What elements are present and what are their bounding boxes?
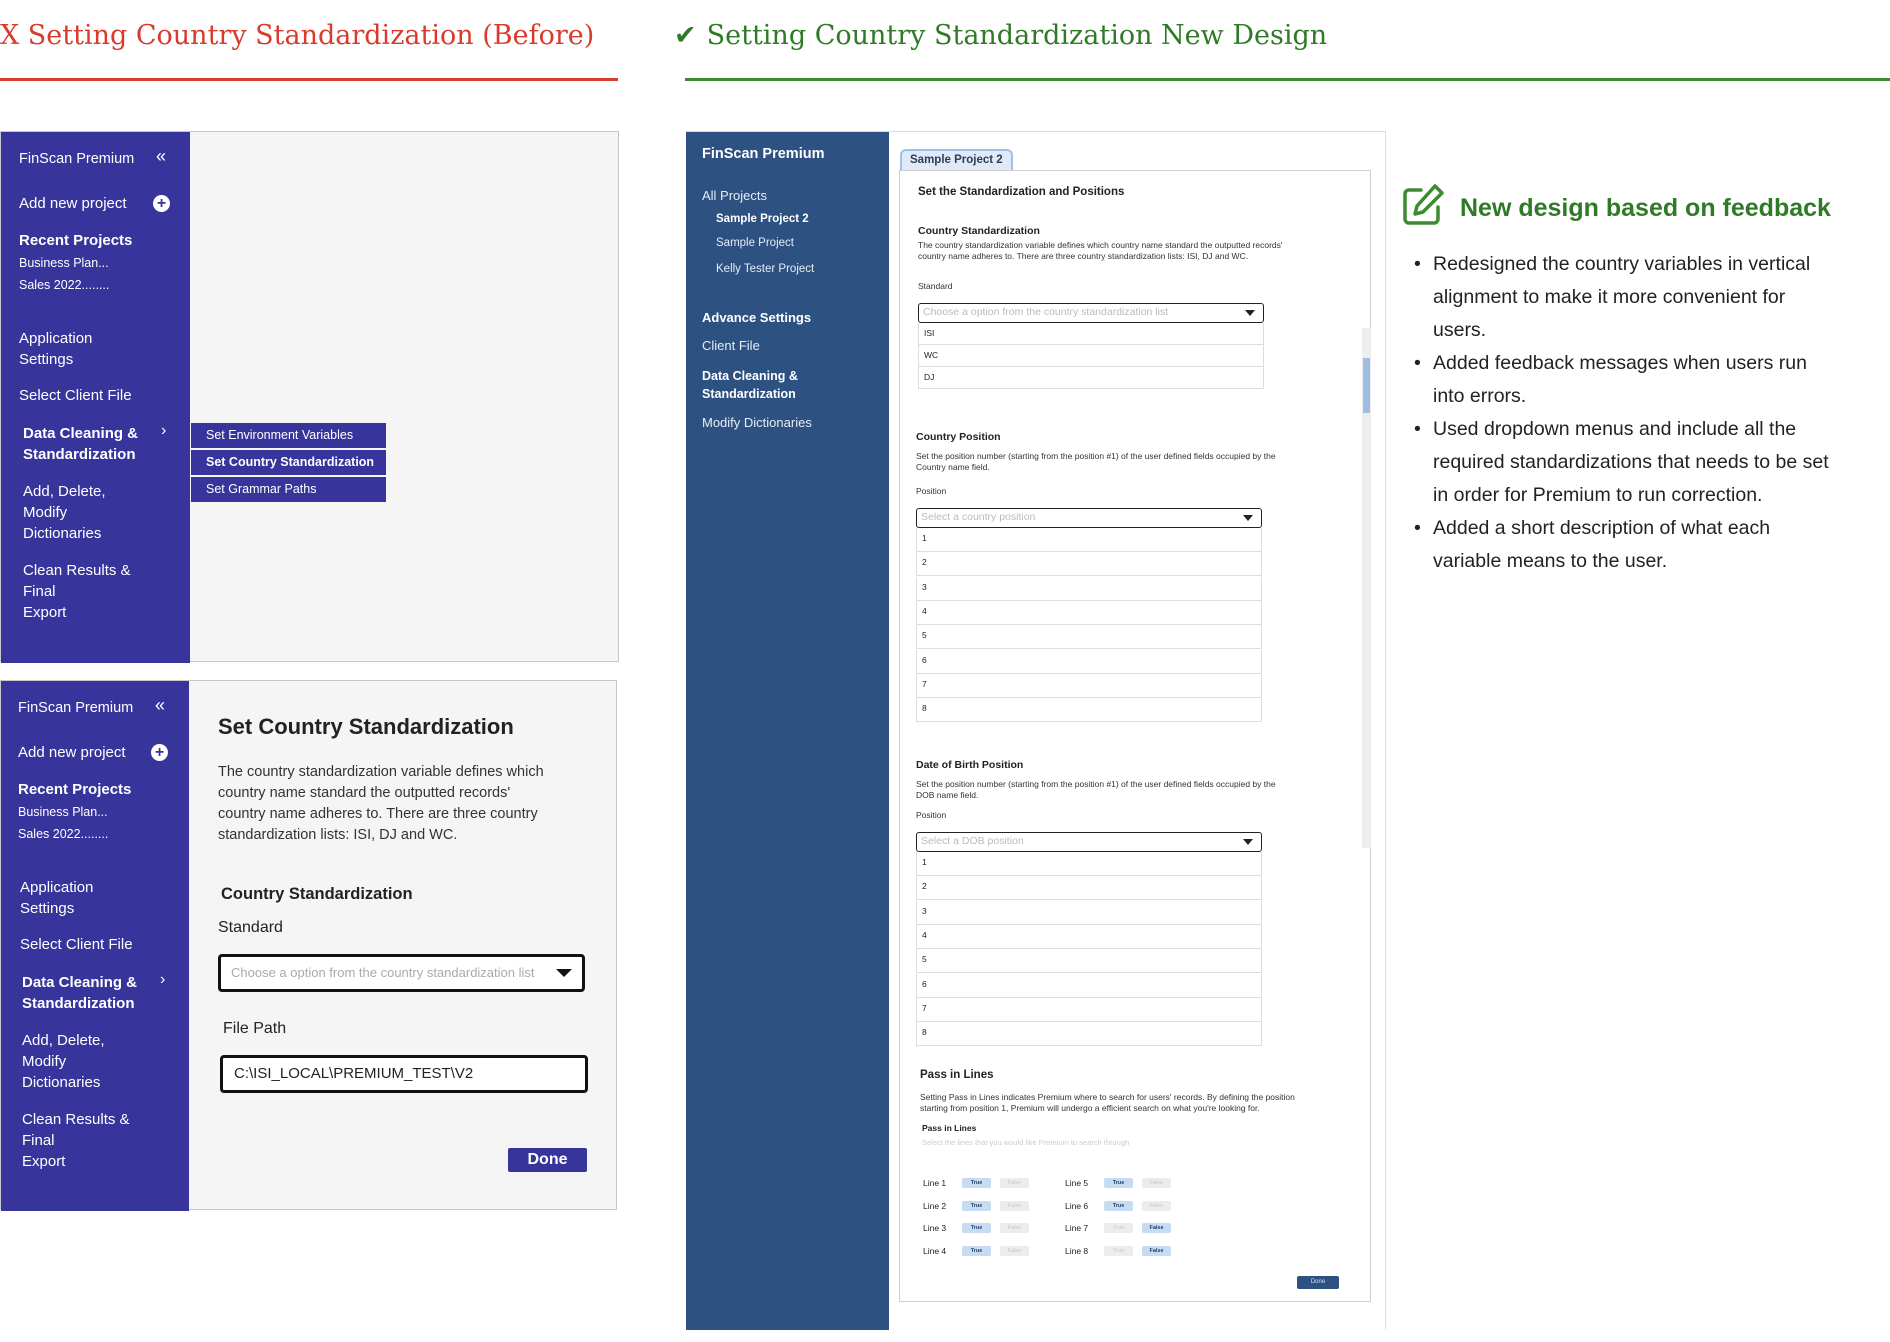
old-data-cleaning-line: Standardization xyxy=(22,995,135,1012)
pass-line-label: Line 4 xyxy=(923,1245,947,1256)
feedback-item-line: in order for Premium to run correction. xyxy=(1433,484,1763,506)
old-standard-label: Standard xyxy=(218,919,283,936)
pass-line-true-toggle[interactable]: True xyxy=(1104,1223,1133,1233)
feedback-item-line: required standardizations that needs to be set xyxy=(1433,451,1829,473)
pass-lines-desc xyxy=(920,1092,1295,1114)
old-brand: FinScan Premium xyxy=(18,700,134,716)
country-pos-option[interactable]: 7 xyxy=(916,674,1262,698)
feedback-item-line: users. xyxy=(1433,319,1487,341)
old-add-delete-line: Modify xyxy=(22,1053,67,1070)
country-std-select[interactable] xyxy=(918,303,1264,323)
old-add-delete-line: Add, Delete, xyxy=(23,483,106,500)
new-modify-dictionaries[interactable]: Modify Dictionaries xyxy=(702,415,812,430)
dob-pos-select[interactable] xyxy=(916,832,1262,852)
new-form-title: Set the Standardization and Positions xyxy=(918,186,1125,198)
old-clean-results-line: Clean Results & xyxy=(22,1111,130,1128)
country-std-option[interactable]: WC xyxy=(918,345,1264,367)
pass-lines-label: Pass in Lines xyxy=(922,1123,977,1133)
after-underline xyxy=(685,78,1890,81)
feedback-item-line: alignment to make it more convenient for xyxy=(1433,286,1786,308)
new-brand: FinScan Premium xyxy=(702,146,825,162)
new-client-file[interactable]: Client File xyxy=(702,338,760,353)
dob-pos-placeholder: Select a DOB position xyxy=(921,835,1024,847)
old-select-client-file[interactable]: Select Client File xyxy=(19,387,132,404)
dob-pos-option[interactable]: 2 xyxy=(916,876,1262,900)
submenu-country-standardization[interactable]: Set Country Standardization xyxy=(191,450,386,475)
old-page-title: Set Country Standardization xyxy=(218,714,514,739)
new-screen xyxy=(686,131,1386,1329)
old-app-settings-line: Settings xyxy=(19,351,74,368)
feedback-item xyxy=(1402,413,1872,512)
pass-lines-desc-line: Setting Pass in Lines indicates Premium where to search for users' records. By defining the position xyxy=(920,1092,1295,1102)
dropdown-arrow-icon xyxy=(556,969,572,977)
country-std-title: Country Standardization xyxy=(918,225,1040,237)
old-description xyxy=(218,762,593,846)
old-clean-results[interactable] xyxy=(23,560,131,623)
pass-line-false-toggle[interactable]: False xyxy=(1000,1246,1029,1256)
old-add-delete-line: Dictionaries xyxy=(22,1074,101,1091)
old-data-cleaning-line: Standardization xyxy=(23,446,136,463)
submenu-grammar-paths[interactable]: Set Grammar Paths xyxy=(191,477,386,502)
pass-line-true-toggle[interactable]: True xyxy=(962,1178,991,1188)
pass-line-true-toggle[interactable]: True xyxy=(1104,1246,1133,1256)
old-brand: FinScan Premium xyxy=(19,151,135,167)
pass-lines-title: Pass in Lines xyxy=(920,1069,994,1081)
dob-pos-option[interactable]: 8 xyxy=(916,1022,1262,1046)
country-pos-option[interactable]: 3 xyxy=(916,577,1262,601)
old-data-cleaning-line: Data Cleaning & xyxy=(23,425,139,442)
old-app-settings-line: Settings xyxy=(20,900,75,917)
after-heading-text: Setting Country Standardization New Design xyxy=(706,20,1328,51)
country-pos-desc-line: Country name field. xyxy=(916,462,990,472)
old-file-path-label: File Path xyxy=(223,1020,287,1037)
old-done-button[interactable]: Done xyxy=(508,1148,587,1172)
feedback-list xyxy=(1402,248,1872,578)
dob-pos-desc xyxy=(916,779,1276,801)
dob-pos-option[interactable]: 5 xyxy=(916,949,1262,973)
old-select-client-file[interactable]: Select Client File xyxy=(20,936,133,953)
country-pos-desc xyxy=(916,451,1276,473)
dob-pos-option[interactable]: 3 xyxy=(916,901,1262,925)
old-screen-form xyxy=(0,680,617,1210)
old-add-delete-line: Dictionaries xyxy=(23,525,102,542)
chevron-right-icon: › xyxy=(161,422,167,439)
country-pos-select[interactable] xyxy=(916,508,1262,528)
old-app-settings-line: Application xyxy=(20,879,94,896)
feedback-item-line: • Redesigned the country variables in vertical xyxy=(1433,253,1811,275)
old-description-line: country name standard the outputted records' xyxy=(218,785,511,801)
old-clean-results-line: Clean Results & xyxy=(23,562,131,579)
new-data-cleaning-line: Data Cleaning & xyxy=(702,369,798,383)
old-clean-results[interactable] xyxy=(22,1109,130,1172)
dob-pos-desc-line: Set the position number (starting from the position #1) of the user defined fields occupied by the xyxy=(916,779,1276,789)
old-clean-results-line: Export xyxy=(22,1153,66,1170)
pass-line-false-toggle[interactable]: False xyxy=(1000,1201,1029,1211)
country-pos-placeholder: Select a country position xyxy=(921,511,1036,523)
pass-line-false-toggle[interactable]: False xyxy=(1142,1246,1171,1256)
dob-pos-option[interactable]: 7 xyxy=(916,998,1262,1022)
pass-line-label: Line 7 xyxy=(1065,1223,1089,1233)
dropdown-arrow-icon xyxy=(1243,839,1253,845)
country-std-placeholder: Choose a option from the country standardization list xyxy=(923,306,1169,318)
country-pos-title: Country Position xyxy=(916,431,1001,443)
feedback-title: New design based on feedback xyxy=(1460,194,1831,222)
country-pos-option[interactable]: 5 xyxy=(916,625,1262,649)
feedback-item xyxy=(1402,347,1872,413)
old-app-settings-line: Application xyxy=(19,330,93,347)
dob-pos-option[interactable]: 4 xyxy=(916,925,1262,949)
country-std-desc-line: country name adheres to. There are three country standardization lists: ISI, DJ and WC. xyxy=(918,251,1249,261)
old-section-title: Country Standardization xyxy=(221,885,413,903)
old-recent-projects: Recent Projects xyxy=(19,232,133,249)
old-clean-results-line: Final xyxy=(23,583,56,600)
country-pos-label: Position xyxy=(916,486,947,496)
before-underline xyxy=(0,78,618,81)
pass-line-false-toggle[interactable]: False xyxy=(1142,1178,1171,1188)
pass-line-label: Line 2 xyxy=(923,1200,947,1211)
collapse-icon[interactable]: « xyxy=(156,146,167,166)
pass-line-label: Line 5 xyxy=(1065,1178,1089,1188)
old-app-settings[interactable] xyxy=(20,877,93,919)
old-data-cleaning[interactable] xyxy=(23,423,138,465)
pass-lines-desc-line: starting from position 1, Premium will undergo a efficient search on what you're looking for. xyxy=(920,1103,1260,1113)
dropdown-arrow-icon xyxy=(1243,515,1253,521)
dob-pos-option[interactable]: 6 xyxy=(916,974,1262,998)
old-add-delete[interactable] xyxy=(22,1030,105,1093)
collapse-icon[interactable]: « xyxy=(155,695,166,715)
tab-sample-project-2[interactable]: Sample Project 2 xyxy=(900,149,1013,170)
new-done-button[interactable]: Done xyxy=(1297,1276,1339,1289)
country-pos-option[interactable]: 8 xyxy=(916,698,1262,722)
dob-pos-label: Position xyxy=(916,810,947,820)
country-pos-option[interactable]: 4 xyxy=(916,601,1262,625)
old-recent-item[interactable]: Business Plan... xyxy=(19,256,109,270)
pass-line-false-toggle[interactable]: False xyxy=(1000,1178,1029,1188)
old-recent-item[interactable]: Sales 2022........ xyxy=(19,278,110,292)
dob-pos-desc-line: DOB name field. xyxy=(916,790,979,800)
old-add-delete-line: Modify xyxy=(23,504,68,521)
old-data-cleaning[interactable] xyxy=(22,972,137,1014)
country-std-label: Standard xyxy=(918,281,953,291)
checkmark-icon: ✔ xyxy=(674,20,697,51)
old-standard-placeholder: Choose a option from the country standardization list xyxy=(231,965,535,980)
country-pos-desc-line: Set the position number (starting from the position #1) of the user defined fields occupied by the xyxy=(916,451,1276,461)
submenu-env-variables[interactable]: Set Environment Variables xyxy=(191,423,386,448)
new-all-projects[interactable]: All Projects xyxy=(702,188,768,203)
before-heading: X Setting Country Standardization (Before) xyxy=(0,20,595,51)
country-std-desc-line: The country standardization variable defines which country name standard the outputted records' xyxy=(918,240,1283,250)
feedback-item-line: • Used dropdown menus and include all the xyxy=(1433,418,1797,440)
country-std-option[interactable]: ISI xyxy=(918,323,1264,345)
old-description-line: standardization lists: ISI, DJ and WC. xyxy=(218,827,458,843)
dob-pos-title: Date of Birth Position xyxy=(916,759,1024,771)
new-project-item[interactable]: Kelly Tester Project xyxy=(716,263,815,275)
new-form-panel xyxy=(899,170,1371,1302)
old-sidebar xyxy=(1,132,190,663)
dob-pos-option[interactable]: 1 xyxy=(916,852,1262,876)
old-sidebar xyxy=(1,681,189,1211)
pass-line-true-toggle[interactable]: True xyxy=(962,1223,991,1233)
country-std-desc xyxy=(918,240,1283,262)
scrollbar-thumb[interactable] xyxy=(1363,358,1370,413)
pass-line-label: Line 6 xyxy=(1065,1200,1089,1211)
feedback-item xyxy=(1402,512,1872,578)
new-data-cleaning[interactable] xyxy=(702,367,798,403)
pass-line-true-toggle[interactable]: True xyxy=(962,1246,991,1256)
new-project-item[interactable]: Sample Project 2 xyxy=(716,213,809,225)
old-screen-menu xyxy=(0,131,619,662)
edit-icon xyxy=(1399,181,1447,229)
old-recent-item[interactable]: Sales 2022........ xyxy=(18,827,109,841)
old-app-settings[interactable] xyxy=(19,328,92,370)
dropdown-arrow-icon xyxy=(1245,310,1255,316)
old-add-delete[interactable] xyxy=(23,481,106,544)
old-standard-select[interactable] xyxy=(218,954,585,992)
old-add-project[interactable]: Add new project xyxy=(19,195,127,212)
after-heading xyxy=(674,20,1328,51)
pass-line-true-toggle[interactable]: True xyxy=(1104,1201,1133,1211)
new-project-item[interactable]: Sample Project xyxy=(716,237,794,249)
old-clean-results-line: Final xyxy=(22,1132,55,1149)
old-file-path-input[interactable]: C:\ISI_LOCAL\PREMIUM_TEST\V2 xyxy=(220,1055,588,1093)
new-advance-settings: Advance Settings xyxy=(702,310,812,325)
pass-lines-hint: Select the lines that you would like Premium to search through xyxy=(922,1138,1130,1147)
pass-line-label: Line 8 xyxy=(1065,1245,1089,1256)
country-pos-option[interactable]: 1 xyxy=(916,528,1262,552)
feedback-item-line: variable means to the user. xyxy=(1433,550,1668,572)
pass-line-false-toggle[interactable]: False xyxy=(1000,1223,1029,1233)
old-recent-projects: Recent Projects xyxy=(18,781,132,798)
old-add-delete-line: Add, Delete, xyxy=(22,1032,105,1049)
country-pos-option[interactable]: 6 xyxy=(916,650,1262,674)
pass-line-label: Line 3 xyxy=(923,1223,947,1233)
add-icon[interactable]: + xyxy=(151,744,168,761)
feedback-item-line: into errors. xyxy=(1433,385,1527,407)
feedback-item xyxy=(1402,248,1872,347)
pass-line-true-toggle[interactable]: True xyxy=(1104,1178,1133,1188)
chevron-right-icon: › xyxy=(160,971,166,988)
old-description-line: country name adheres to. There are three country xyxy=(218,806,538,822)
old-description-line: The country standardization variable defines which xyxy=(218,764,544,780)
pass-line-true-toggle[interactable]: True xyxy=(962,1201,991,1211)
feedback-item-line: • Added a short description of what each xyxy=(1433,517,1771,539)
add-icon[interactable]: + xyxy=(153,195,170,212)
feedback-item-line: • Added feedback messages when users run xyxy=(1433,352,1807,374)
old-add-project[interactable]: Add new project xyxy=(18,744,126,761)
old-clean-results-line: Export xyxy=(23,604,67,621)
old-recent-item[interactable]: Business Plan... xyxy=(18,805,108,819)
pass-line-label: Line 1 xyxy=(923,1178,947,1188)
pass-line-false-toggle[interactable]: False xyxy=(1142,1201,1171,1211)
pass-line-false-toggle[interactable]: False xyxy=(1142,1223,1171,1233)
new-data-cleaning-line: Standardization xyxy=(702,387,796,401)
old-data-cleaning-line: Data Cleaning & xyxy=(22,974,138,991)
country-std-option[interactable]: DJ xyxy=(918,367,1264,389)
new-sidebar xyxy=(686,132,889,1330)
country-pos-option[interactable]: 2 xyxy=(916,552,1262,576)
